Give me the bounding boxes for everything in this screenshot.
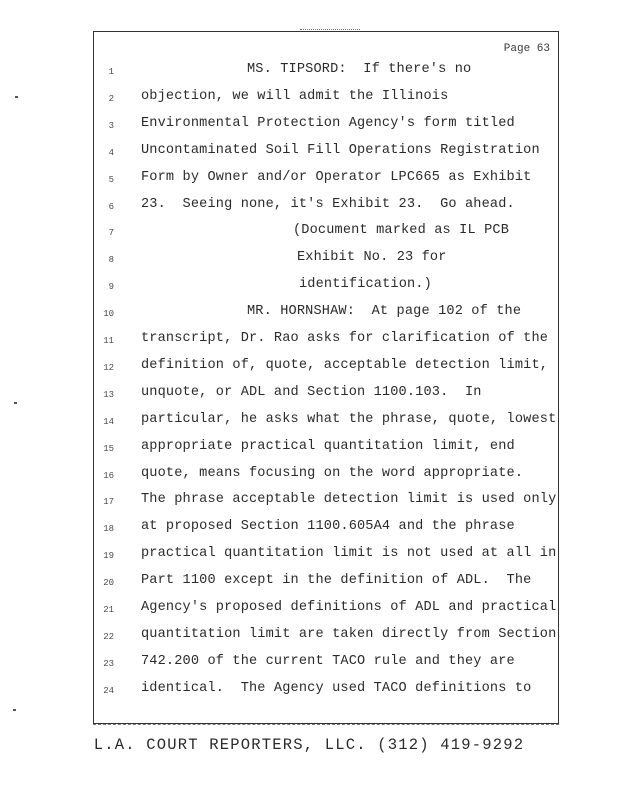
line-number: 15 <box>103 443 114 454</box>
line-number: 24 <box>103 685 114 696</box>
line-text: MR. HORNSHAW: At page 102 of the <box>247 304 522 320</box>
line-text: Uncontaminated Soil Fill Operations Registration <box>141 142 540 158</box>
line-text: quantitation limit are taken directly from Section <box>141 626 557 642</box>
transcript-line <box>94 357 558 384</box>
transcript-line <box>94 276 558 303</box>
line-number: 8 <box>108 255 114 266</box>
line-text: Part 1100 except in the definition of ADL. The <box>141 573 532 589</box>
transcript-line <box>94 330 558 357</box>
line-number: 6 <box>108 201 114 212</box>
transcript-line <box>94 169 558 196</box>
transcript-line <box>94 653 558 680</box>
scan-speck <box>15 96 18 98</box>
transcript-line <box>94 222 558 249</box>
transcript-page <box>93 31 559 724</box>
transcript-line <box>94 249 558 276</box>
line-number: 12 <box>103 362 114 373</box>
line-number: 17 <box>103 497 114 508</box>
line-number: 7 <box>108 228 114 239</box>
transcript-line <box>94 680 558 707</box>
line-number: 21 <box>103 605 114 615</box>
transcript-line <box>94 88 558 115</box>
line-number: 18 <box>103 524 114 535</box>
page-bottom-rule <box>93 724 559 725</box>
line-text: at proposed Section 1100.605A4 and the phrase <box>141 519 515 535</box>
line-number: 2 <box>108 93 114 104</box>
line-number: 14 <box>103 416 114 427</box>
transcript-line <box>94 491 558 518</box>
line-number: 16 <box>103 470 114 481</box>
transcript-line <box>94 572 558 599</box>
line-text: particular, he asks what the phrase, quote, lowest <box>141 411 557 427</box>
line-text: Environmental Protection Agency's form titled <box>141 115 515 131</box>
line-text: identification.) <box>299 277 432 293</box>
line-number: 22 <box>103 631 114 642</box>
transcript-line <box>94 61 558 88</box>
line-text: Form by Owner and/or Operator LPC665 as Exhibit <box>141 169 532 185</box>
line-text: Exhibit No. 23 for <box>297 250 447 266</box>
scan-artifact <box>300 29 360 30</box>
page-number: Page 63 <box>503 43 550 55</box>
line-text: transcript, Dr. Rao asks for clarification of the <box>141 331 549 346</box>
transcript-line <box>94 626 558 653</box>
scan-speck <box>14 402 17 404</box>
transcript-line <box>94 518 558 545</box>
line-number: 4 <box>108 147 114 158</box>
transcript-line <box>94 465 558 492</box>
line-text: Agency's proposed definitions of ADL and practical <box>141 600 557 615</box>
line-number: 3 <box>108 120 114 131</box>
transcript-line <box>94 303 558 330</box>
line-text: 23. Seeing none, it's Exhibit 23. Go ahead. <box>141 196 515 212</box>
transcript-line <box>94 115 558 142</box>
line-text: 742.200 of the current TACO rule and they are <box>141 653 515 669</box>
line-number: 19 <box>103 551 114 562</box>
scan-speck <box>13 709 16 711</box>
line-text: quote, means focusing on the word appropriate. <box>141 465 524 481</box>
line-text: objection, we will admit the Illinois <box>141 88 449 104</box>
line-number: 23 <box>103 658 114 669</box>
line-number: 9 <box>108 282 114 293</box>
line-text: definition of, quote, acceptable detection limit, <box>141 357 549 373</box>
line-text: MS. TIPSORD: If there's no <box>247 62 472 77</box>
line-number: 10 <box>103 309 114 320</box>
transcript-line <box>94 142 558 169</box>
line-text: appropriate practical quantitation limit, end <box>141 438 515 454</box>
transcript-line <box>94 599 558 626</box>
line-number: 5 <box>108 174 114 185</box>
line-text: (Document marked as IL PCB <box>293 223 509 239</box>
transcript-line <box>94 196 558 223</box>
transcript-line <box>94 545 558 572</box>
court-reporter-footer: L.A. COURT REPORTERS, LLC. (312) 419-9292 <box>93 736 525 754</box>
line-text: unquote, or ADL and Section 1100.103. In <box>141 384 482 400</box>
transcript-line <box>94 384 558 411</box>
transcript-line <box>94 438 558 465</box>
line-text: practical quantitation limit is not used at all in <box>141 546 557 562</box>
line-text: identical. The Agency used TACO definitions to <box>141 680 532 696</box>
line-text: The phrase acceptable detection limit is used only <box>141 492 557 508</box>
transcript-line <box>94 411 558 438</box>
line-number: 20 <box>103 578 114 589</box>
line-number: 1 <box>108 67 114 77</box>
line-number: 13 <box>103 389 114 400</box>
line-number: 11 <box>103 336 114 346</box>
